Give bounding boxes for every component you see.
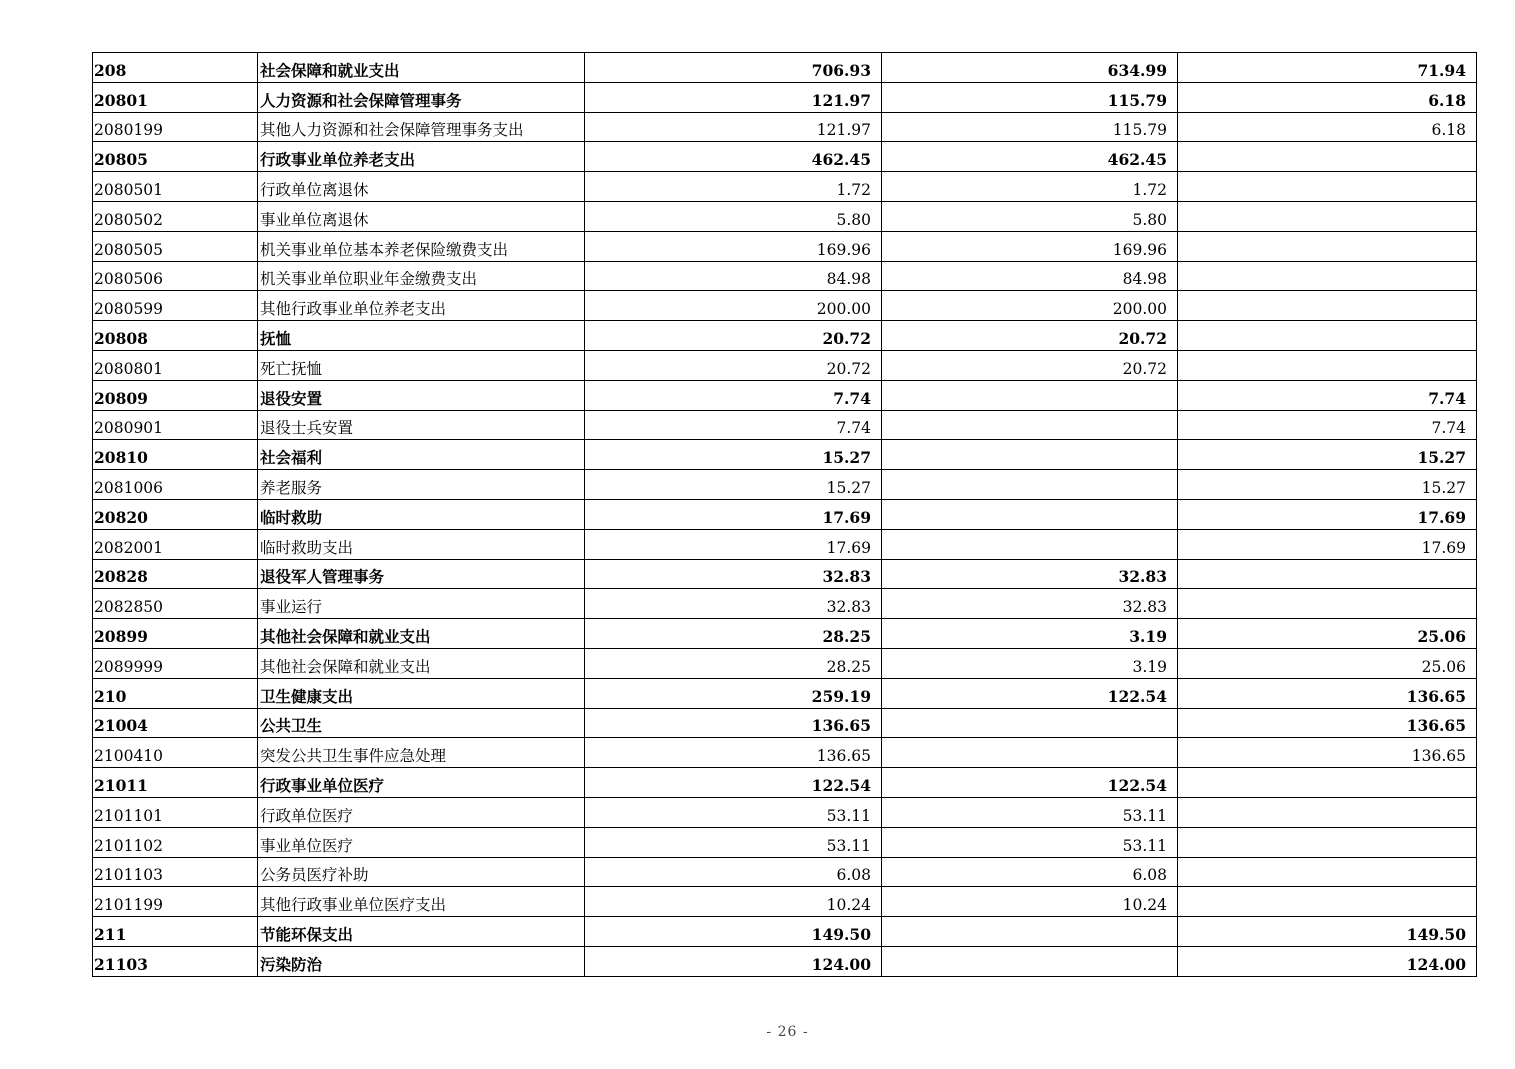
table-row <box>93 589 1477 619</box>
cell-name: 退役安置 <box>258 380 585 410</box>
cell-code: 2082001 <box>93 529 258 559</box>
cell-code: 2081006 <box>93 470 258 500</box>
cell-total: 259.19 <box>585 678 882 708</box>
cell-project: 136.65 <box>1178 738 1477 768</box>
cell-code: 2080505 <box>93 231 258 261</box>
cell-basic: 122.54 <box>882 678 1178 708</box>
cell-basic <box>882 440 1178 470</box>
cell-total: 124.00 <box>585 946 882 976</box>
cell-code: 2080599 <box>93 291 258 321</box>
cell-name: 污染防治 <box>258 946 585 976</box>
cell-project: 17.69 <box>1178 529 1477 559</box>
cell-name: 公共卫生 <box>258 708 585 738</box>
table-row <box>93 619 1477 649</box>
cell-name: 其他行政事业单位养老支出 <box>258 291 585 321</box>
cell-basic: 10.24 <box>882 887 1178 917</box>
cell-code: 21011 <box>93 768 258 798</box>
table-row <box>93 231 1477 261</box>
cell-project: 136.65 <box>1178 678 1477 708</box>
table-row <box>93 440 1477 470</box>
cell-project: 136.65 <box>1178 708 1477 738</box>
cell-total: 20.72 <box>585 321 882 351</box>
table-row <box>93 261 1477 291</box>
cell-total: 28.25 <box>585 648 882 678</box>
cell-basic: 20.72 <box>882 321 1178 351</box>
cell-name: 行政单位离退休 <box>258 172 585 202</box>
table-row <box>93 142 1477 172</box>
cell-total: 7.74 <box>585 380 882 410</box>
cell-project <box>1178 827 1477 857</box>
cell-basic: 115.79 <box>882 112 1178 142</box>
cell-project: 149.50 <box>1178 917 1477 947</box>
cell-total: 84.98 <box>585 261 882 291</box>
cell-basic: 115.79 <box>882 82 1178 112</box>
cell-project: 7.74 <box>1178 410 1477 440</box>
cell-name: 其他人力资源和社会保障管理事务支出 <box>258 112 585 142</box>
cell-code: 2089999 <box>93 648 258 678</box>
cell-name: 突发公共卫生事件应急处理 <box>258 738 585 768</box>
table-row <box>93 529 1477 559</box>
cell-code: 21004 <box>93 708 258 738</box>
cell-project <box>1178 768 1477 798</box>
cell-code: 20820 <box>93 499 258 529</box>
cell-name: 机关事业单位职业年金缴费支出 <box>258 261 585 291</box>
cell-project <box>1178 559 1477 589</box>
cell-name: 卫生健康支出 <box>258 678 585 708</box>
cell-total: 121.97 <box>585 82 882 112</box>
cell-code: 208 <box>93 53 258 83</box>
cell-basic: 200.00 <box>882 291 1178 321</box>
cell-name: 事业单位离退休 <box>258 201 585 231</box>
cell-basic <box>882 499 1178 529</box>
table-row <box>93 321 1477 351</box>
budget-expenditure-table <box>92 52 1477 977</box>
cell-code: 20808 <box>93 321 258 351</box>
cell-total: 462.45 <box>585 142 882 172</box>
cell-code: 2080199 <box>93 112 258 142</box>
cell-project <box>1178 142 1477 172</box>
cell-project: 124.00 <box>1178 946 1477 976</box>
table-row <box>93 887 1477 917</box>
cell-name: 行政单位医疗 <box>258 797 585 827</box>
cell-project <box>1178 201 1477 231</box>
cell-project: 25.06 <box>1178 648 1477 678</box>
cell-name: 死亡抚恤 <box>258 350 585 380</box>
table-row <box>93 350 1477 380</box>
cell-name: 行政事业单位医疗 <box>258 768 585 798</box>
cell-code: 211 <box>93 917 258 947</box>
cell-name: 行政事业单位养老支出 <box>258 142 585 172</box>
table-row <box>93 82 1477 112</box>
table-row <box>93 172 1477 202</box>
cell-basic: 634.99 <box>882 53 1178 83</box>
table-row <box>93 112 1477 142</box>
cell-name: 事业单位医疗 <box>258 827 585 857</box>
cell-project: 71.94 <box>1178 53 1477 83</box>
cell-total: 7.74 <box>585 410 882 440</box>
cell-code: 2080901 <box>93 410 258 440</box>
cell-project <box>1178 231 1477 261</box>
cell-basic <box>882 470 1178 500</box>
cell-basic: 20.72 <box>882 350 1178 380</box>
cell-basic <box>882 708 1178 738</box>
cell-basic <box>882 917 1178 947</box>
cell-total: 32.83 <box>585 559 882 589</box>
cell-total: 10.24 <box>585 887 882 917</box>
table-row <box>93 201 1477 231</box>
cell-code: 20809 <box>93 380 258 410</box>
table-row <box>93 410 1477 440</box>
cell-basic <box>882 738 1178 768</box>
cell-total: 53.11 <box>585 797 882 827</box>
cell-project <box>1178 261 1477 291</box>
cell-code: 20899 <box>93 619 258 649</box>
cell-code: 2082850 <box>93 589 258 619</box>
cell-name: 节能环保支出 <box>258 917 585 947</box>
cell-total: 5.80 <box>585 201 882 231</box>
cell-project <box>1178 887 1477 917</box>
cell-total: 136.65 <box>585 708 882 738</box>
cell-basic <box>882 529 1178 559</box>
cell-code: 20828 <box>93 559 258 589</box>
table-row <box>93 678 1477 708</box>
cell-basic <box>882 410 1178 440</box>
cell-name: 其他社会保障和就业支出 <box>258 619 585 649</box>
cell-basic: 169.96 <box>882 231 1178 261</box>
cell-basic: 32.83 <box>882 589 1178 619</box>
cell-project <box>1178 350 1477 380</box>
cell-project: 17.69 <box>1178 499 1477 529</box>
cell-project <box>1178 321 1477 351</box>
cell-code: 2101199 <box>93 887 258 917</box>
cell-code: 2080801 <box>93 350 258 380</box>
table-row <box>93 797 1477 827</box>
cell-name: 抚恤 <box>258 321 585 351</box>
table-row <box>93 768 1477 798</box>
cell-name: 人力资源和社会保障管理事务 <box>258 82 585 112</box>
cell-project <box>1178 172 1477 202</box>
cell-name: 社会福利 <box>258 440 585 470</box>
cell-code: 21103 <box>93 946 258 976</box>
cell-total: 122.54 <box>585 768 882 798</box>
table-row <box>93 648 1477 678</box>
table-row <box>93 559 1477 589</box>
cell-total: 1.72 <box>585 172 882 202</box>
cell-name: 退役军人管理事务 <box>258 559 585 589</box>
table-row <box>93 470 1477 500</box>
cell-name: 机关事业单位基本养老保险缴费支出 <box>258 231 585 261</box>
cell-name: 社会保障和就业支出 <box>258 53 585 83</box>
cell-total: 17.69 <box>585 529 882 559</box>
cell-project <box>1178 291 1477 321</box>
cell-code: 2100410 <box>93 738 258 768</box>
cell-basic: 6.08 <box>882 857 1178 887</box>
table-row <box>93 291 1477 321</box>
cell-basic: 5.80 <box>882 201 1178 231</box>
cell-total: 53.11 <box>585 827 882 857</box>
table-row <box>93 708 1477 738</box>
cell-total: 149.50 <box>585 917 882 947</box>
cell-code: 2101103 <box>93 857 258 887</box>
cell-name: 事业运行 <box>258 589 585 619</box>
table-row <box>93 917 1477 947</box>
cell-total: 32.83 <box>585 589 882 619</box>
cell-total: 6.08 <box>585 857 882 887</box>
cell-basic: 462.45 <box>882 142 1178 172</box>
cell-code: 20801 <box>93 82 258 112</box>
cell-project: 6.18 <box>1178 82 1477 112</box>
cell-basic: 32.83 <box>882 559 1178 589</box>
cell-name: 养老服务 <box>258 470 585 500</box>
table-row <box>93 499 1477 529</box>
table-row <box>93 53 1477 83</box>
cell-basic: 84.98 <box>882 261 1178 291</box>
cell-name: 公务员医疗补助 <box>258 857 585 887</box>
cell-code: 2101101 <box>93 797 258 827</box>
cell-basic: 1.72 <box>882 172 1178 202</box>
page-number: - 26 - <box>766 1024 809 1040</box>
cell-basic: 3.19 <box>882 648 1178 678</box>
cell-name: 其他行政事业单位医疗支出 <box>258 887 585 917</box>
table-row <box>93 857 1477 887</box>
cell-code: 2080506 <box>93 261 258 291</box>
cell-total: 15.27 <box>585 440 882 470</box>
cell-code: 2080502 <box>93 201 258 231</box>
cell-code: 20810 <box>93 440 258 470</box>
table-row <box>93 738 1477 768</box>
cell-total: 136.65 <box>585 738 882 768</box>
cell-basic: 122.54 <box>882 768 1178 798</box>
cell-project <box>1178 857 1477 887</box>
cell-project: 7.74 <box>1178 380 1477 410</box>
cell-project: 15.27 <box>1178 440 1477 470</box>
cell-basic <box>882 380 1178 410</box>
table-row <box>93 380 1477 410</box>
cell-basic: 3.19 <box>882 619 1178 649</box>
cell-total: 121.97 <box>585 112 882 142</box>
cell-name: 临时救助支出 <box>258 529 585 559</box>
cell-project <box>1178 589 1477 619</box>
cell-name: 临时救助 <box>258 499 585 529</box>
cell-total: 17.69 <box>585 499 882 529</box>
cell-code: 20805 <box>93 142 258 172</box>
cell-total: 169.96 <box>585 231 882 261</box>
table-row <box>93 946 1477 976</box>
cell-name: 退役士兵安置 <box>258 410 585 440</box>
cell-total: 706.93 <box>585 53 882 83</box>
cell-total: 15.27 <box>585 470 882 500</box>
cell-name: 其他社会保障和就业支出 <box>258 648 585 678</box>
cell-total: 200.00 <box>585 291 882 321</box>
cell-project: 15.27 <box>1178 470 1477 500</box>
cell-basic: 53.11 <box>882 827 1178 857</box>
cell-project: 6.18 <box>1178 112 1477 142</box>
cell-project <box>1178 797 1477 827</box>
cell-code: 2101102 <box>93 827 258 857</box>
cell-basic <box>882 946 1178 976</box>
cell-total: 28.25 <box>585 619 882 649</box>
cell-total: 20.72 <box>585 350 882 380</box>
cell-code: 2080501 <box>93 172 258 202</box>
cell-basic: 53.11 <box>882 797 1178 827</box>
table-body <box>93 53 1477 977</box>
table-row <box>93 827 1477 857</box>
cell-project: 25.06 <box>1178 619 1477 649</box>
cell-code: 210 <box>93 678 258 708</box>
